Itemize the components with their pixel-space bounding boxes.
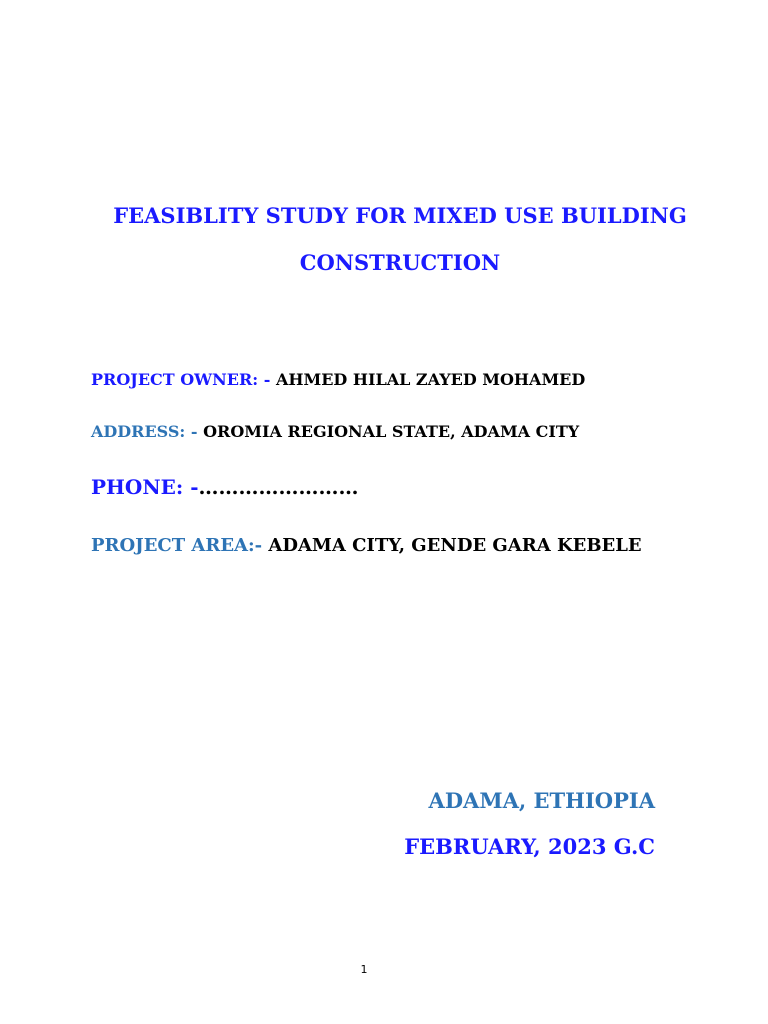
phone-label: PHONE: -: [91, 475, 199, 499]
project-area-label: PROJECT AREA:-: [91, 535, 269, 556]
address-value: OROMIA REGIONAL STATE, ADAMA CITY: [203, 422, 580, 441]
phone-field: [91, 477, 359, 497]
location-text: ADAMA, ETHIOPIA: [428, 788, 655, 813]
phone-value: ……………………: [198, 475, 359, 499]
document-title-line-2: CONSTRUCTION: [299, 250, 501, 275]
date-text: FEBRUARY, 2023 G.C: [404, 834, 655, 859]
project-owner-label: PROJECT OWNER: -: [91, 370, 276, 389]
address-field: [91, 424, 579, 440]
address-label: ADDRESS: -: [91, 422, 204, 441]
project-owner-field: [91, 372, 585, 388]
project-area-value: ADAMA CITY, GENDE GARA KEBELE: [268, 535, 642, 556]
project-owner-value: AHMED HILAL ZAYED MOHAMED: [275, 370, 586, 389]
page-number: 1: [360, 963, 368, 976]
project-area-field: [91, 537, 642, 555]
document-title-line-1: FEASIBLITY STUDY FOR MIXED USE BUILDING: [113, 203, 687, 228]
